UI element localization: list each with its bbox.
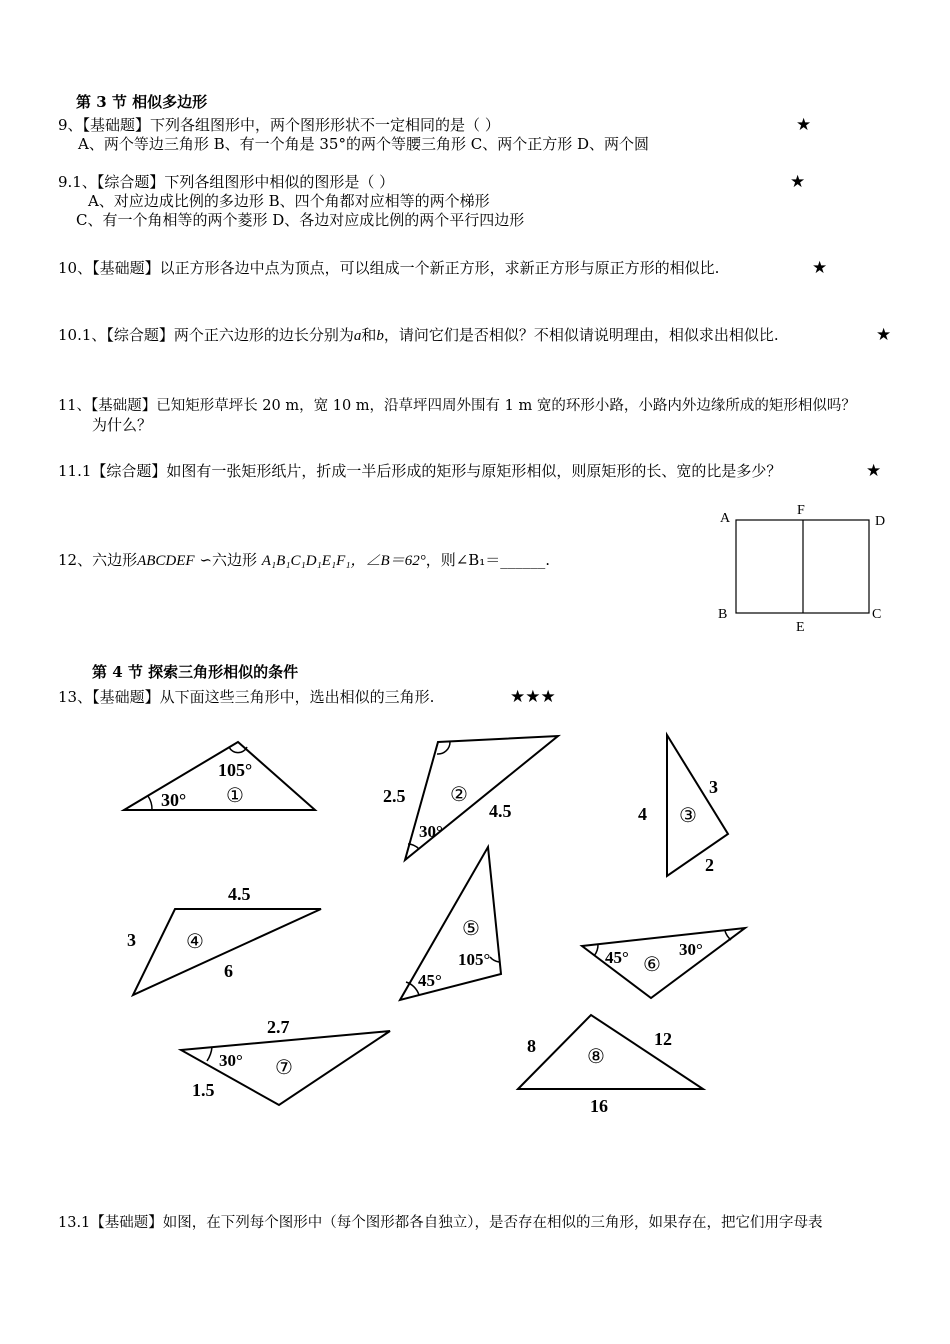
q9-star-icon: ★ — [796, 115, 812, 135]
t4-label-4-5: 4.5 — [228, 884, 251, 904]
t8-label-12: 12 — [654, 1029, 672, 1049]
q12-hex2: A₁B₁C₁D₁E₁F₁ — [261, 553, 351, 569]
q11-stem-line1: 11、【基础题】已知矩形草坪长 20 m，宽 10 m，沿草坪四周外围有 1 m 宽的环形小路，小路内外边缘所成的矩形相似吗？ — [58, 398, 856, 414]
q11-stem-line2: 为什么？ — [92, 416, 153, 434]
q9-1-stem: 9.1、【综合题】下列各组图形中相似的图形是（ ） — [58, 173, 395, 191]
t6-label-45: 45° — [605, 948, 629, 967]
q13-stars-icon: ★★★ — [510, 687, 556, 707]
q10-stem: 10、【基础题】以正方形各边中点为顶点，可以组成一个新正方形，求新正方形与原正方形的相似比. — [58, 259, 720, 277]
t8-label-16: 16 — [590, 1096, 608, 1116]
t8-label-8: 8 — [527, 1036, 536, 1056]
q10-1-and: 和 — [361, 326, 377, 344]
t3-id: ③ — [679, 805, 697, 827]
t4-label-3: 3 — [127, 930, 136, 950]
section-4-heading: 第 4 节 探索三角形相似的条件 — [92, 663, 299, 681]
t4-id: ④ — [186, 931, 204, 953]
triangle-8 — [518, 1015, 703, 1089]
t1-label-30: 30° — [161, 790, 187, 810]
q9-1-star-icon: ★ — [790, 172, 806, 192]
t7-id: ⑦ — [275, 1057, 293, 1079]
t8-id: ⑧ — [587, 1046, 605, 1068]
q10-1-var-a: a — [353, 328, 362, 344]
t6-id: ⑥ — [643, 954, 661, 976]
t5-label-45: 45° — [418, 971, 442, 990]
q10-1-star-icon: ★ — [876, 325, 892, 345]
q11-1-stem: 11.1【综合题】如图有一张矩形纸片，折成一半后形成的矩形与原矩形相似，则原矩形的长、宽的比是多少？ — [58, 462, 782, 480]
q9-stem: 9、【基础题】下列各组图形中，两个图形形状不一定相同的是（ ） — [58, 116, 500, 134]
t2-id: ② — [450, 784, 468, 806]
rectangle-fold-figure — [712, 500, 902, 640]
q10-1-stem-pre: 10.1、【综合题】两个正六边形的边长分别为 — [58, 326, 354, 344]
t2-label-4-5: 4.5 — [489, 801, 512, 821]
q12-ask: ，则∠B₁＝______. — [425, 551, 551, 569]
t6-label-30: 30° — [679, 940, 703, 959]
q13-stem: 13、【基础题】从下面这些三角形中，选出相似的三角形. — [58, 688, 435, 706]
triangles-figure — [0, 720, 950, 1120]
t1-id: ① — [226, 785, 244, 807]
q12-angle-cond: ，∠B＝62° — [350, 553, 426, 569]
t7-label-2-7: 2.7 — [267, 1017, 290, 1037]
q10-1-stem-post: ，请问它们是否相似？不相似请说明理由，相似求出相似比. — [383, 326, 779, 344]
q11-1-star-icon: ★ — [866, 461, 882, 481]
t4-label-6: 6 — [224, 961, 233, 981]
t3-label-4: 4 — [638, 804, 647, 824]
q12-stem — [58, 550, 550, 571]
label-a: A — [720, 511, 731, 526]
triangle-5 — [400, 847, 501, 1000]
t2-label-2-5: 2.5 — [383, 786, 406, 806]
q10-star-icon: ★ — [812, 258, 828, 278]
q9-options: A、两个等边三角形 B、有一个角是 35°的两个等腰三角形 C、两个正方形 D、两个圆 — [78, 135, 650, 153]
label-f: F — [797, 503, 805, 518]
triangle-4 — [133, 909, 321, 995]
t3-label-3: 3 — [709, 777, 718, 797]
q9-1-options-line2: C、有一个角相等的两个菱形 D、各边对应成比例的两个平行四边形 — [76, 211, 525, 229]
label-c: C — [872, 607, 882, 622]
t2-label-30: 30° — [419, 822, 443, 841]
t5-id: ⑤ — [462, 918, 480, 940]
t7-label-1-5: 1.5 — [192, 1080, 215, 1100]
t1-label-105: 105° — [218, 760, 253, 780]
section-3-heading: 第 3 节 相似多边形 — [76, 93, 208, 111]
q10-1-var-b: b — [376, 328, 384, 344]
q12-hex1: ABCDEF — [137, 553, 195, 569]
label-b: B — [718, 607, 728, 622]
t7-label-30: 30° — [219, 1051, 243, 1070]
q12-sim: ∽ — [199, 551, 212, 569]
q9-1-options-line1: A、对应边成比例的多边形 B、四个角都对应相等的两个梯形 — [88, 192, 490, 210]
q12-prefix: 12、六边形 — [58, 551, 138, 569]
t5-label-105: 105° — [458, 950, 491, 969]
q10-1-stem — [58, 325, 779, 346]
q12-mid: 六边形 — [211, 551, 257, 569]
label-d: D — [875, 514, 886, 529]
q13-1-stem: 13.1【基础题】如图，在下列每个图形中（每个图形都各自独立），是否存在相似的三角形，如果存在，把它们用字母表 — [58, 1215, 823, 1231]
label-e: E — [796, 620, 805, 635]
triangle-2 — [405, 736, 558, 860]
triangle-3 — [667, 735, 728, 876]
t3-label-2: 2 — [705, 855, 714, 875]
